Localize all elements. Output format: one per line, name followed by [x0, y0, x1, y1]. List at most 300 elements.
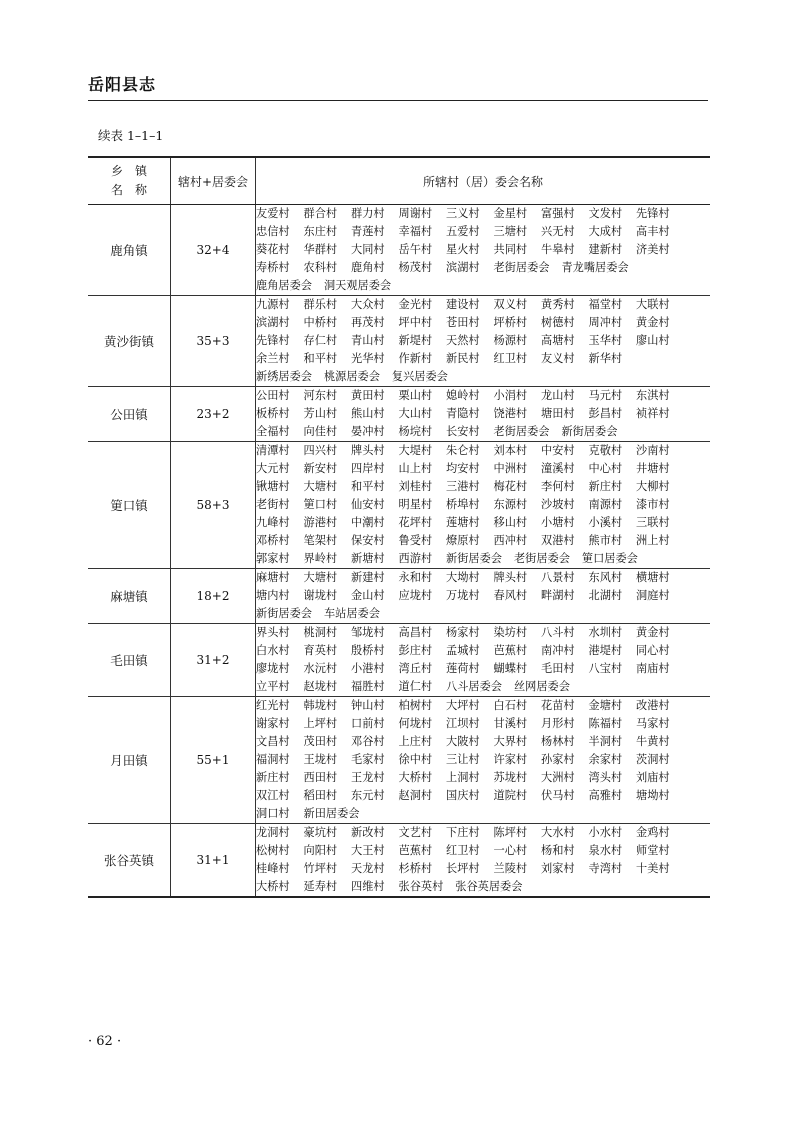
- village-name: 牌头村: [351, 444, 385, 457]
- village-name: 熊山村: [351, 407, 385, 420]
- village-name: 四岸村: [351, 462, 385, 475]
- village-line: [256, 478, 710, 496]
- village-name: 莲塘村: [446, 516, 480, 529]
- village-name: 茨洞村: [636, 753, 670, 766]
- village-name: 黄金村: [636, 626, 670, 639]
- village-name: 新华村: [588, 352, 623, 365]
- village-count: 55+1: [171, 697, 256, 824]
- village-list: [256, 387, 711, 442]
- village-line: [256, 296, 710, 314]
- village-name: 东庄村: [303, 225, 338, 238]
- village-name: 幸福村: [398, 225, 433, 238]
- village-name: 树德村: [541, 316, 575, 329]
- village-line: [256, 387, 710, 405]
- village-name: 立平村: [256, 680, 290, 693]
- village-name: 永和村: [398, 571, 433, 584]
- village-name: 南冲村: [541, 644, 575, 657]
- village-name: 河东村: [303, 389, 338, 402]
- village-name: 孟城村: [446, 644, 480, 657]
- village-name: 沙南村: [636, 444, 670, 457]
- village-name: 上洞村: [446, 771, 480, 784]
- village-name: 东元村: [351, 789, 385, 802]
- village-name: 芭蕉村: [493, 644, 528, 657]
- header-township: [88, 157, 171, 205]
- village-name: 月形村: [541, 717, 575, 730]
- village-name: 口前村: [351, 717, 385, 730]
- committee-name: 张谷英居委会: [455, 880, 523, 893]
- village-name: 大水村: [541, 826, 575, 839]
- village-name: 白石村: [493, 699, 528, 712]
- village-name: 杨茂村: [398, 261, 433, 274]
- village-name: 天龙村: [351, 862, 385, 875]
- village-name: 港堤村: [588, 644, 623, 657]
- village-name: 双义村: [493, 298, 528, 311]
- village-name: 牛皋村: [541, 243, 575, 256]
- village-name: 毛田村: [541, 662, 575, 675]
- village-name: 井塘村: [636, 462, 670, 475]
- village-name: 五爱村: [446, 225, 480, 238]
- village-name: 甘溪村: [493, 717, 528, 730]
- village-name: 东源村: [493, 498, 528, 511]
- village-name: 三义村: [446, 207, 480, 220]
- header-rule: [88, 100, 708, 101]
- header-count: 辖村+居委会: [171, 157, 256, 205]
- table-row: [88, 569, 710, 624]
- village-name: 福堂村: [588, 298, 623, 311]
- township-name: 麻塘镇: [88, 569, 171, 624]
- village-name: 大坪村: [446, 699, 480, 712]
- village-name: 界岭村: [303, 552, 338, 565]
- village-list: [256, 442, 711, 569]
- committee-name: 筻口居委会: [581, 552, 638, 565]
- village-count: 58+3: [171, 442, 256, 569]
- village-name: 文发村: [588, 207, 623, 220]
- committee-name: 桃源居委会: [323, 370, 380, 383]
- village-name: 向阳村: [303, 844, 338, 857]
- village-name: 万垅村: [446, 589, 480, 602]
- village-name: 长坪村: [446, 862, 480, 875]
- village-line: [256, 205, 710, 223]
- village-list: [256, 569, 711, 624]
- village-name: 余兰村: [256, 352, 290, 365]
- village-name: 塘坳村: [636, 789, 670, 802]
- village-name: 双港村: [541, 534, 575, 547]
- village-name: 育英村: [303, 644, 338, 657]
- village-name: 蝴蝶村: [493, 662, 528, 675]
- committee-name: 老街居委会: [493, 425, 550, 438]
- village-name: 四维村: [351, 880, 385, 893]
- village-name: 东淇村: [636, 389, 670, 402]
- village-name: 大山村: [398, 407, 433, 420]
- village-name: 江坝村: [446, 717, 480, 730]
- village-name: 三让村: [446, 753, 480, 766]
- village-name: 鹿角村: [351, 261, 385, 274]
- village-line: [256, 805, 710, 823]
- header-township-line1: 乡 镇: [110, 164, 147, 178]
- village-name: 明星村: [398, 498, 433, 511]
- village-name: 周谢村: [398, 207, 433, 220]
- village-name: 三塘村: [493, 225, 528, 238]
- village-name: 向佳村: [303, 425, 338, 438]
- village-name: 中潮村: [351, 516, 385, 529]
- village-name: 小水村: [588, 826, 623, 839]
- village-line: [256, 733, 710, 751]
- village-name: 国庆村: [446, 789, 480, 802]
- township-name: 公田镇: [88, 387, 171, 442]
- village-name: 牌头村: [493, 571, 528, 584]
- village-name: 漆市村: [636, 498, 670, 511]
- village-line: [256, 496, 710, 514]
- village-name: 山上村: [398, 462, 433, 475]
- village-name: 莲荷村: [446, 662, 480, 675]
- village-name: 潼溪村: [541, 462, 575, 475]
- village-name: 新庄村: [256, 771, 290, 784]
- page-number: · 62 ·: [88, 1034, 122, 1049]
- township-name: 黄沙街镇: [88, 296, 171, 387]
- village-name: 红卫村: [446, 844, 480, 857]
- village-name: 杨源村: [493, 334, 528, 347]
- village-name: 谢家村: [256, 717, 290, 730]
- village-count: 31+1: [171, 824, 256, 898]
- village-name: 余家村: [588, 753, 623, 766]
- village-name: 稻田村: [303, 789, 338, 802]
- village-name: 大桥村: [398, 771, 433, 784]
- village-line: [256, 715, 710, 733]
- village-name: 长安村: [446, 425, 480, 438]
- village-name: 南庙村: [636, 662, 670, 675]
- village-line: [256, 769, 710, 787]
- village-list: [256, 624, 711, 697]
- village-line: [256, 642, 710, 660]
- village-name: 殷桥村: [351, 644, 385, 657]
- village-name: 作新村: [398, 352, 433, 365]
- village-name: 同心村: [636, 644, 670, 657]
- village-name: 新安村: [303, 462, 338, 475]
- village-name: 华群村: [303, 243, 338, 256]
- village-name: 下庄村: [446, 826, 480, 839]
- village-name: 存仁村: [303, 334, 338, 347]
- village-name: 公田村: [256, 389, 290, 402]
- village-name: 大桥村: [256, 880, 290, 893]
- village-line: [256, 824, 710, 842]
- township-name: 鹿角镇: [88, 205, 171, 296]
- village-name: 何垅村: [398, 717, 433, 730]
- village-name: 再茂村: [351, 316, 385, 329]
- township-name: 张谷英镇: [88, 824, 171, 898]
- village-name: 上坪村: [303, 717, 338, 730]
- village-name: 鲁受村: [398, 534, 433, 547]
- village-line: [256, 878, 710, 896]
- village-line: [256, 423, 710, 441]
- village-name: 王龙村: [351, 771, 385, 784]
- village-name: 大塘村: [303, 571, 338, 584]
- village-name: 谢垅村: [303, 589, 338, 602]
- village-name: 杨家村: [446, 626, 480, 639]
- committee-name: 新街居委会: [256, 607, 312, 620]
- village-name: 廖山村: [636, 334, 670, 347]
- village-name: 三联村: [636, 516, 670, 529]
- village-name: 杉桥村: [398, 862, 433, 875]
- village-name: 桃洞村: [303, 626, 338, 639]
- village-name: 均安村: [446, 462, 480, 475]
- village-list: [256, 205, 711, 296]
- village-name: 道院村: [493, 789, 528, 802]
- village-name: 先锋村: [636, 207, 670, 220]
- village-name: 邓桥村: [256, 534, 290, 547]
- village-name: 南源村: [588, 498, 623, 511]
- village-line: [256, 751, 710, 769]
- village-name: 小港村: [351, 662, 385, 675]
- table-row: [88, 205, 710, 296]
- village-name: 张谷英村: [398, 880, 444, 893]
- village-name: 玉华村: [588, 334, 623, 347]
- village-name: 大柳村: [636, 480, 670, 493]
- village-name: 中洲村: [493, 462, 528, 475]
- village-name: 滨湖村: [256, 316, 290, 329]
- village-name: 老街村: [256, 498, 290, 511]
- village-name: 新建村: [351, 571, 385, 584]
- village-name: 大界村: [493, 735, 528, 748]
- village-name: 群力村: [351, 207, 385, 220]
- village-name: 双江村: [256, 789, 290, 802]
- village-line: [256, 405, 710, 423]
- village-name: 中桥村: [303, 316, 338, 329]
- village-name: 克敬村: [588, 444, 623, 457]
- committee-name: 丝网居委会: [513, 680, 570, 693]
- village-name: 新民村: [446, 352, 480, 365]
- village-name: 北湖村: [588, 589, 623, 602]
- header-township-line2: 名 称: [110, 183, 147, 197]
- village-line: [256, 442, 710, 460]
- village-name: 高塘村: [541, 334, 575, 347]
- village-name: 彭庄村: [398, 644, 433, 657]
- table-body: [88, 205, 710, 898]
- village-name: 和平村: [303, 352, 338, 365]
- village-name: 湾头村: [588, 771, 623, 784]
- village-name: 畔湖村: [541, 589, 575, 602]
- village-name: 马元村: [588, 389, 623, 402]
- committee-name: 青龙嘴居委会: [561, 261, 629, 274]
- village-name: 晏冲村: [351, 425, 385, 438]
- village-name: 泉水村: [588, 844, 623, 857]
- village-name: 杨和村: [541, 844, 575, 857]
- village-name: 富强村: [541, 207, 575, 220]
- village-count: 18+2: [171, 569, 256, 624]
- village-name: 葵花村: [256, 243, 290, 256]
- village-line: [256, 259, 710, 277]
- village-name: 刘庙村: [636, 771, 670, 784]
- village-name: 兴无村: [541, 225, 575, 238]
- village-name: 芭蕉村: [398, 844, 433, 857]
- village-name: 文艺村: [398, 826, 433, 839]
- village-name: 滨湖村: [446, 261, 480, 274]
- village-name: 新改村: [351, 826, 385, 839]
- village-name: 友义村: [541, 352, 575, 365]
- village-name: 孙家村: [541, 753, 575, 766]
- committee-name: 洞天观居委会: [323, 279, 392, 292]
- table-row: [88, 296, 710, 387]
- township-name: 筻口镇: [88, 442, 171, 569]
- village-name: 李何村: [541, 480, 575, 493]
- village-name: 青莲村: [351, 225, 385, 238]
- village-name: 坪桥村: [493, 316, 528, 329]
- committee-name: 新绣居委会: [256, 370, 312, 383]
- village-name: 桂峰村: [256, 862, 290, 875]
- village-name: 西冲村: [493, 534, 528, 547]
- village-name: 钟山村: [351, 699, 385, 712]
- village-name: 黄金村: [636, 316, 670, 329]
- village-name: 饶港村: [493, 407, 528, 420]
- village-list: [256, 697, 711, 824]
- village-name: 农科村: [303, 261, 338, 274]
- committee-name: 复兴居委会: [391, 370, 448, 383]
- village-line: [256, 241, 710, 259]
- village-name: 全福村: [256, 425, 290, 438]
- village-name: 洲上村: [636, 534, 670, 547]
- village-name: 大堤村: [398, 444, 433, 457]
- village-name: 黄秀村: [541, 298, 575, 311]
- village-name: 伏马村: [541, 789, 575, 802]
- village-name: 大王村: [351, 844, 385, 857]
- village-name: 清潭村: [256, 444, 290, 457]
- village-list: [256, 824, 711, 898]
- village-name: 洞庭村: [636, 589, 670, 602]
- table-caption: 续表 1–1–1: [98, 128, 164, 143]
- committee-name: 新田居委会: [303, 807, 360, 820]
- header-villages: 所辖村（居）委会名称: [256, 157, 711, 205]
- village-name: 九源村: [256, 298, 290, 311]
- village-name: 建新村: [588, 243, 623, 256]
- village-name: 王垅村: [303, 753, 338, 766]
- village-name: 周冲村: [588, 316, 623, 329]
- village-line: [256, 842, 710, 860]
- village-name: 筻口村: [303, 498, 338, 511]
- village-name: 栗山村: [398, 389, 433, 402]
- village-name: 许家村: [493, 753, 528, 766]
- village-name: 金塘村: [588, 699, 623, 712]
- village-line: [256, 223, 710, 241]
- village-name: 花苗村: [541, 699, 575, 712]
- committee-name: 老街居委会: [513, 552, 570, 565]
- village-name: 花坪村: [398, 516, 433, 529]
- village-name: 塘内村: [256, 589, 290, 602]
- village-name: 中心村: [588, 462, 623, 475]
- village-table: [88, 156, 710, 898]
- village-name: 杨林村: [541, 735, 575, 748]
- village-name: 金鸡村: [636, 826, 670, 839]
- village-name: 洞口村: [256, 807, 290, 820]
- village-name: 徐中村: [398, 753, 433, 766]
- village-name: 朱仑村: [446, 444, 480, 457]
- village-name: 小涓村: [493, 389, 528, 402]
- village-name: 板桥村: [256, 407, 290, 420]
- committee-name: 老街居委会: [493, 261, 550, 274]
- village-name: 和平村: [351, 480, 385, 493]
- committee-name: 八斗居委会: [446, 680, 502, 693]
- village-name: 仙安村: [351, 498, 385, 511]
- village-name: 马家村: [636, 717, 670, 730]
- village-name: 中安村: [541, 444, 575, 457]
- village-name: 兰陵村: [493, 862, 528, 875]
- village-name: 韩垅村: [303, 699, 338, 712]
- village-name: 一心村: [493, 844, 528, 857]
- village-line: [256, 277, 710, 295]
- village-name: 沙坡村: [541, 498, 575, 511]
- village-name: 金山村: [351, 589, 385, 602]
- village-name: 燎原村: [446, 534, 480, 547]
- village-name: 济美村: [636, 243, 670, 256]
- village-name: 芳山村: [303, 407, 338, 420]
- village-name: 刘家村: [541, 862, 575, 875]
- village-name: 应垅村: [398, 589, 433, 602]
- village-name: 先锋村: [256, 334, 290, 347]
- village-name: 彭昌村: [588, 407, 623, 420]
- village-name: 道仁村: [398, 680, 433, 693]
- village-line: [256, 368, 710, 386]
- table-row: [88, 387, 710, 442]
- village-count: 32+4: [171, 205, 256, 296]
- village-name: 岳午村: [398, 243, 433, 256]
- village-name: 大联村: [636, 298, 670, 311]
- village-name: 黄田村: [351, 389, 385, 402]
- village-name: 大陂村: [446, 735, 480, 748]
- village-name: 赵洞村: [398, 789, 433, 802]
- village-line: [256, 550, 710, 568]
- township-name: 毛田镇: [88, 624, 171, 697]
- village-name: 杨垸村: [398, 425, 433, 438]
- village-name: 郭家村: [256, 552, 290, 565]
- village-name: 新庄村: [588, 480, 623, 493]
- village-name: 青隐村: [446, 407, 480, 420]
- committee-name: 新街居委会: [446, 552, 502, 565]
- village-name: 三港村: [446, 480, 480, 493]
- village-name: 龙洞村: [256, 826, 290, 839]
- village-name: 文昌村: [256, 735, 290, 748]
- village-name: 刘本村: [493, 444, 528, 457]
- village-name: 笔架村: [303, 534, 338, 547]
- village-name: 半洞村: [588, 735, 623, 748]
- village-name: 邹垅村: [351, 626, 385, 639]
- village-name: 建设村: [446, 298, 480, 311]
- village-name: 上庄村: [398, 735, 433, 748]
- village-line: [256, 605, 710, 623]
- village-name: 小塘村: [541, 516, 575, 529]
- committee-name: 车站居委会: [323, 607, 380, 620]
- village-name: 苍田村: [446, 316, 480, 329]
- village-name: 金光村: [398, 298, 433, 311]
- village-name: 梅花村: [493, 480, 528, 493]
- village-line: [256, 514, 710, 532]
- village-name: 水圳村: [588, 626, 623, 639]
- village-name: 熊市村: [588, 534, 623, 547]
- village-name: 高昌村: [398, 626, 433, 639]
- village-name: 八景村: [541, 571, 575, 584]
- village-name: 媳岭村: [446, 389, 480, 402]
- village-name: 大成村: [588, 225, 623, 238]
- village-name: 大坳村: [446, 571, 480, 584]
- village-name: 师堂村: [636, 844, 670, 857]
- village-name: 四兴村: [303, 444, 338, 457]
- village-name: 大元村: [256, 462, 290, 475]
- village-line: [256, 532, 710, 550]
- table-row: [88, 697, 710, 824]
- village-name: 福洞村: [256, 753, 290, 766]
- village-line: [256, 678, 710, 696]
- village-line: [256, 697, 710, 715]
- village-name: 陈福村: [588, 717, 623, 730]
- village-name: 高丰村: [636, 225, 670, 238]
- village-name: 锹塘村: [256, 480, 290, 493]
